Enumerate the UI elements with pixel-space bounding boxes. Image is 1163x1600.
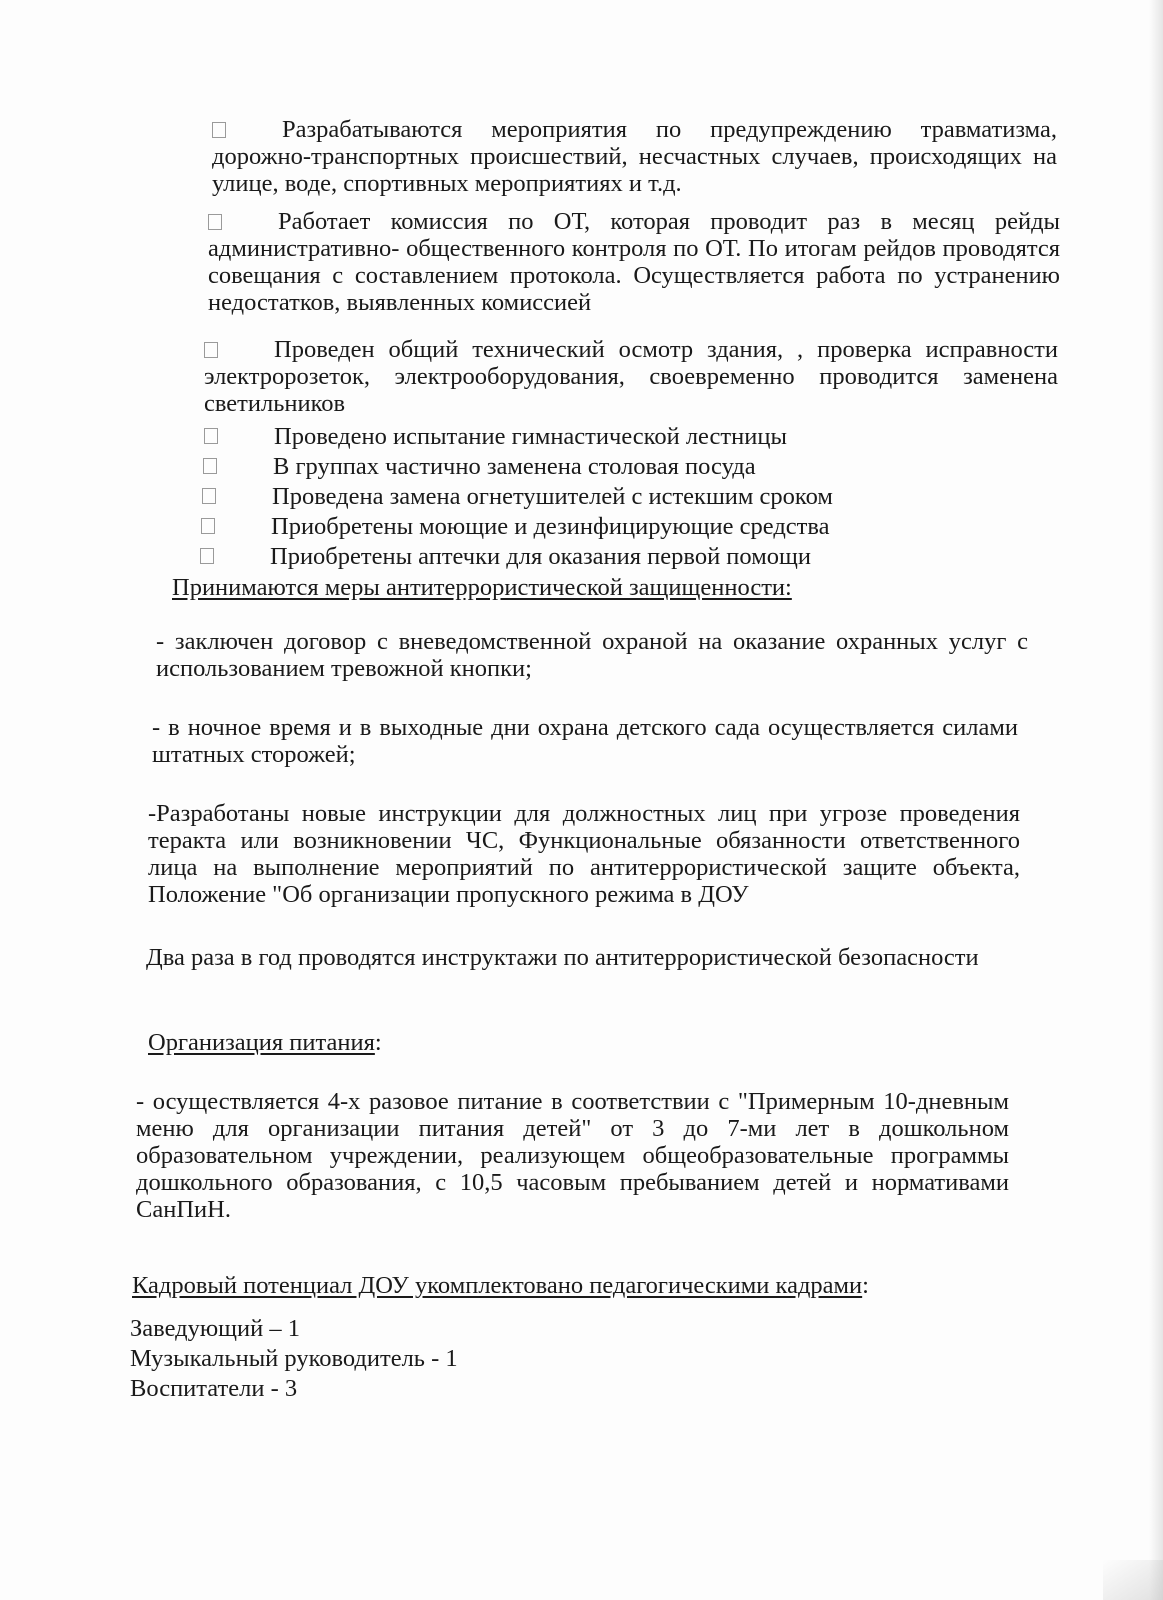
paragraph-commission [208, 208, 1060, 316]
section-heading-nutrition [148, 1029, 382, 1056]
antiterror-item-text: -Разработаны новые инструкции для должностных лиц при угрозе проведения теракта или возникновении ЧС, Функциональные обязанности ответственного лица на выполнение мероприятий по антитеррористической защите объекта, Положение "Об организации пропускного режима в ДОУ [148, 800, 1020, 908]
bullet-box-icon [202, 488, 216, 504]
bullet-item-text: В группах частично заменена столовая посуда [273, 453, 756, 480]
staff-line-text: Заведующий – 1 [130, 1315, 300, 1342]
section-heading-text: Кадровый потенциал ДОУ укомплектовано педагогическими кадрами [132, 1272, 863, 1299]
antiterror-item-text: - заключен договор с вневедомственной охраной на оказание охранных услуг с использованием тревожной кнопки; [156, 628, 1028, 682]
paragraph-text: Проведен общий технический осмотр здания, , проверка исправности электророзеток, электрооборудования, своевременно проводится заменена светильников [204, 336, 1058, 417]
bullet-item-text: Проведено испытание гимнастической лестницы [274, 423, 787, 450]
paragraph-text: Разрабатываются мероприятия по предупреждению травматизма, дорожно-транспортных происшествий, несчастных случаев, происходящих на улице, воде, спортивных мероприятиях и т.д. [212, 116, 1057, 197]
bullet-box-icon [204, 342, 218, 358]
staff-line [130, 1345, 458, 1372]
staff-line [130, 1315, 300, 1342]
antiterror-item-night-guard [152, 714, 1018, 768]
antiterror-item-instructions [148, 800, 1020, 908]
bullet-box-icon [212, 122, 226, 138]
paragraph-text: Работает комиссия по ОТ, которая проводит раз в месяц рейды административно- общественного контроля по ОТ. По итогам рейдов проводятся совещания с составлением протокола. Осуществляется работа по устранению недостатков, выявленных комиссией [208, 208, 1060, 316]
bullet-box-icon [203, 458, 217, 474]
paragraph-injury-prevention [212, 116, 1057, 197]
antiterror-item-text: - в ночное время и в выходные дни охрана детского сада осуществляется силами штатных сторожей; [152, 714, 1018, 768]
bullet-item-text: Проведена замена огнетушителей с истекшим сроком [272, 483, 833, 510]
paragraph-inspection [204, 336, 1058, 417]
antiterror-item-briefings [146, 944, 1016, 971]
section-heading-text: Принимаются меры антитеррористической защищенности: [172, 574, 792, 601]
bullet-box-icon [201, 518, 215, 534]
bullet-box-icon [208, 214, 222, 230]
nutrition-text: - осуществляется 4-х разовое питание в соответствии с "Примерным 10-дневным меню для организации питания детей" от 3 до 7-ми лет в дошкольном образовательном учреждении, реализующем общеобразовательные программы дошкольного образования, с 10,5 часовым пребыванием детей и нормативами СанПиН. [136, 1088, 1009, 1223]
staff-line [130, 1375, 297, 1402]
scan-edge-shadow [1149, 0, 1163, 1600]
section-heading-staff [132, 1272, 869, 1299]
bullet-item-text: Приобретены аптечки для оказания первой помощи [270, 543, 811, 570]
nutrition-paragraph [136, 1088, 1009, 1223]
section-heading-antiterror [172, 574, 792, 601]
scan-corner-shadow [1103, 1560, 1163, 1600]
staff-line-text: Воспитатели - 3 [130, 1375, 298, 1402]
section-heading-suffix: : [862, 1272, 869, 1299]
bullet-item-text: Приобретены моющие и дезинфицирующие средства [271, 513, 830, 540]
section-heading-suffix: : [374, 1029, 382, 1056]
bullet-box-icon [204, 428, 218, 444]
staff-line-text: Музыкальный руководитель - 1 [130, 1345, 458, 1372]
antiterror-item-security-contract [156, 628, 1028, 682]
section-heading-text: Организация питания [148, 1029, 375, 1056]
bullet-box-icon [200, 548, 214, 564]
antiterror-item-text: Два раза в год проводятся инструктажи по антитеррористической безопасности [146, 944, 979, 971]
